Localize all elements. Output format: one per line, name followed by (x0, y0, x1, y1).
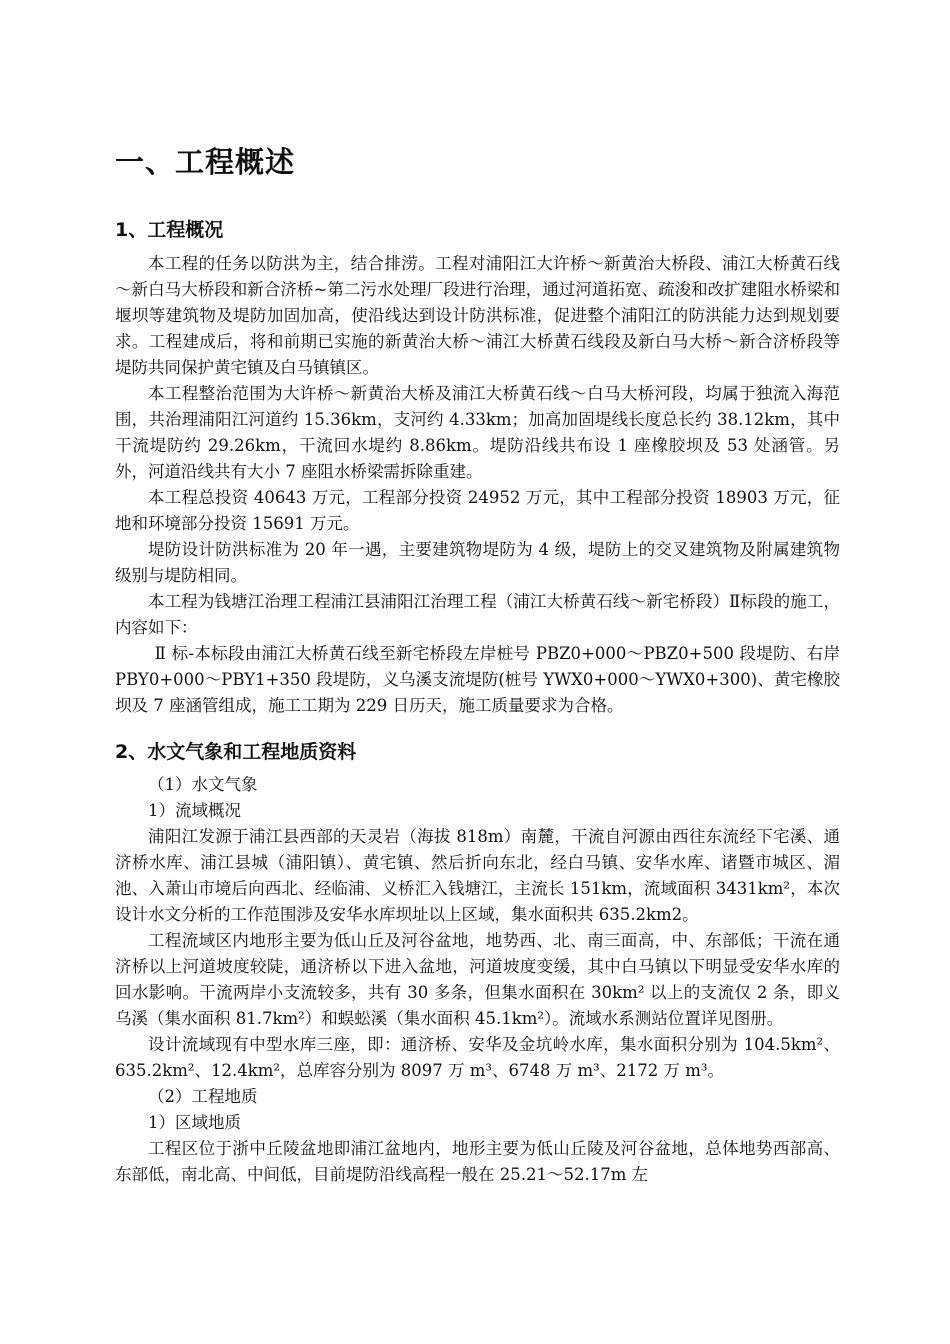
paragraph: 本工程为钱塘江治理工程浦江县浦阳江治理工程（浦江大桥黄石线～新宅桥段）Ⅱ标段的施工，内容如下： (115, 592, 840, 637)
paragraph: 本工程整治范围为大许桥～新黄治大桥及浦江大桥黄石线～白马大桥河段，均属于独流入海范围，共治理浦阳江河道约 15.36km，支河约 4.33km；加高加固堤线长度总长约 38.12km，其中干流堤防约 29.26km，干流回水堤约 8.86km。堤防沿线共布设 1 座橡胶坝及 53 处涵管。另外，河道沿线共有大小 7 座阻水桥梁需拆除重建。 (115, 384, 840, 481)
paragraph: 本工程总投资 40643 万元，工程部分投资 24952 万元，其中工程部分投资 18903 万元，征地和环境部分投资 15691 万元。 (115, 488, 840, 533)
paragraph: Ⅱ 标-本标段由浦江大桥黄石线至新宅桥段左岸桩号 PBZ0+000～PBZ0+500 段堤防、右岸 PBY0+000～PBY1+350 段堤防，义乌溪支流堤防(桩号 YWX0+000～YWX0+300)、黄宅橡胶坝及 7 座涵管组成，施工工期为 229 日历天，施工质量要求为合格。 (115, 644, 840, 715)
paragraph: 工程流域区内地形主要为低山丘及河谷盆地，地势西、北、南三面高，中、东部低；干流在通济桥以上河道坡度较陡，通济桥以下进入盆地，河道坡度变缓，其中白马镇以下明显受安华水库的回水影响。干流两岸小支流较多，共有 30 多条，但集水面积在 30km² 以上的支流仅 2 条，即义乌溪（集水面积 81.7km²）和蜈蚣溪（集水面积 45.1km²）。流域水系测站位置详见图册。 (115, 931, 840, 1028)
paragraph: 本工程的任务以防洪为主，结合排涝。工程对浦阳江大许桥～新黄治大桥段、浦江大桥黄石线～新白马大桥段和新合济桥~第二污水处理厂段进行治理，通过河道拓宽、疏浚和改扩建阻水桥梁和堰坝等建筑物及堤防加固加高，使沿线达到设计防洪标准，促进整个浦阳江的防洪能力达到规划要求。工程建成后，将和前期已实施的新黄治大桥～浦江大桥黄石线段及新白马大桥～新合济桥段等堤防共同保护黄宅镇及白马镇镇区。 (115, 254, 840, 377)
paragraph: （1）水文气象 (148, 775, 258, 794)
subsection-title-hydrology: 2、水文气象和工程地质资料 (115, 741, 357, 763)
paragraph: 工程区位于浙中丘陵盆地即浦江盆地内，地形主要为低山丘陵及河谷盆地，总体地势西部高、东部低，南北高、中间低，目前堤防沿线高程一般在 25.21～52.17m 左 (115, 1139, 840, 1184)
paragraph: （2）工程地质 (148, 1087, 258, 1106)
subsection-title-overview: 1、工程概况 (115, 219, 224, 241)
paragraph: 1）区域地质 (148, 1113, 241, 1132)
hydrology-body (115, 772, 840, 1188)
paragraph: 浦阳江发源于浦江县西部的天灵岩（海拔 818m）南麓，干流自河源由西往东流经下宅溪、通济桥水库、浦江县城（浦阳镇）、黄宅镇、然后折向东北，经白马镇、安华水库、诸暨市城区、湄池、入萧山市境后向西北、经临浦、义桥汇入钱塘江，主流长 151km，流域面积 3431km²，本次设计水文分析的工作范围涉及安华水库坝址以上区域，集水面积共 635.2km2。 (115, 827, 840, 924)
paragraph: 堤防设计防洪标准为 20 年一遇，主要建筑物堤防为 4 级，堤防上的交叉建筑物及附属建筑物级别与堤防相同。 (115, 540, 840, 585)
paragraph: 设计流域现有中型水库三座，即：通济桥、安华及金坑岭水库，集水面积分别为 104.5km²、635.2km²、12.4km²，总库容分别为 8097 万 m³、6748 万 m³、2172 万 m³。 (115, 1035, 840, 1080)
section-title: 一、工程概述 (115, 145, 296, 179)
paragraph: 1）流域概况 (148, 801, 241, 820)
overview-body (115, 251, 840, 719)
